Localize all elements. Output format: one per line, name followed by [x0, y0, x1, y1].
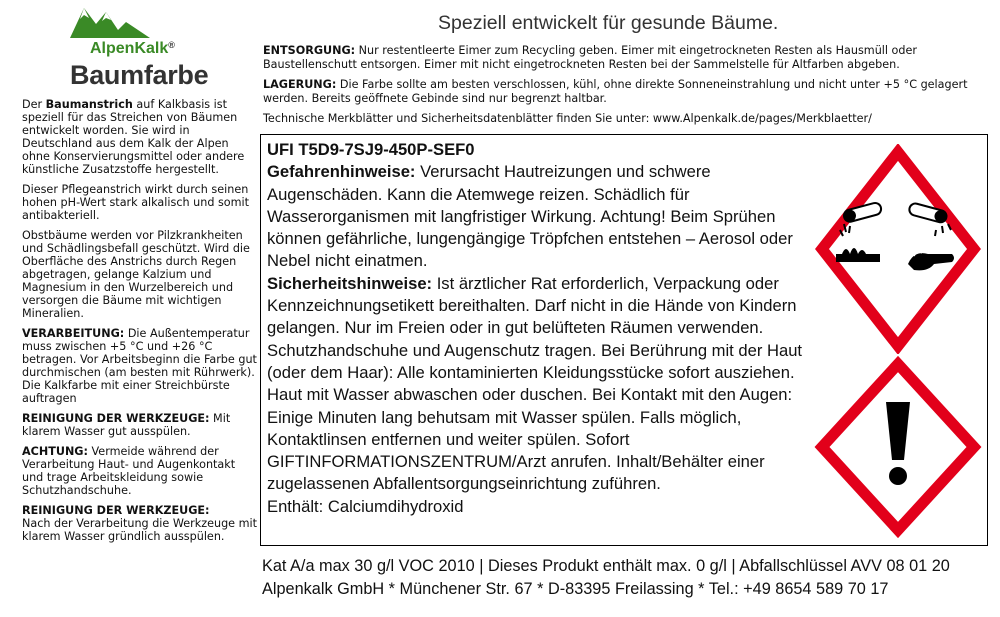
- left-column: [22, 98, 258, 550]
- hazard-warning-box: [260, 134, 988, 546]
- intro-paragraph: Der Baumanstrich auf Kalkbasis ist speziell für das Streichen von Bäumen entwickelt worden. Sie wird in Deutschland aus dem Kalk der Alpen ohne Konservierungsmittel oder andere künstliche Zusatzstoffe hergestellt.: [22, 98, 245, 176]
- disposal-section: ENTSORGUNG: Nur restentleerte Eimer zum Recycling geben. Eimer mit eingetrockneten Resten als Hausmüll oder Baustellenschutt entsorgen. Eimer mit nicht eingetrockneten Resten bei der Sammelstelle für Altfarben abgeben.: [263, 44, 917, 71]
- cleaning-section-2: REINIGUNG DER WERKZEUGE: Nach der Verarbeitung die Werkzeuge mit klarem Wasser gründlich ausspülen.: [22, 504, 257, 543]
- exclamation-pictogram-icon: [814, 356, 982, 538]
- fruit-trees-paragraph: Obstbäume werden vor Pilzkrankheiten und Schädlingsbefall geschützt. Wird die Oberfläche des Anstrichs durch Regen abgetragen, gelange Kalzium und Magnesium in den Wurzelbereich und versorgen die Bäume mit wichtigen Mineralien.: [22, 229, 250, 320]
- storage-section: LAGERUNG: Die Farbe sollte am besten verschlossen, kühl, ohne direkte Sonneneinstrahlung und nicht unter +5 °C gelagert werden. Bereits geöffnete Gebinde sind nur begrenzt haltbar.: [263, 78, 968, 105]
- footer-info: [262, 555, 950, 601]
- ufi-code: UFI T5D9-7SJ9-450P-SEF0: [267, 140, 475, 159]
- hazard-statements: Gefahrenhinweise: Verursacht Hautreizungen und schwere Augenschäden. Kann die Atemwege reizen. Schädlich für Wasserorganismen mit langfristiger Wirkung. Achtung! Beim Sprühen können gefährliche, lungengängige Tröpfchen entstehen – Aerosol oder Nebel nicht einatmen.: [267, 162, 793, 271]
- contains-line: Enthält: Calciumdihydroxid: [267, 496, 464, 516]
- product-name: Baumfarbe: [70, 60, 209, 90]
- brand-name: AlpenKalk®: [90, 40, 175, 57]
- slogan: Speziell entwickelt für gesunde Bäume.: [438, 12, 779, 34]
- brand-logo: [70, 6, 220, 96]
- precautionary-statements: Sicherheitshinweise: Ist ärztlicher Rat erforderlich, Verpackung oder Kennzeichnungsetikett bereithalten. Darf nicht in die Hände von Kindern gelangen. Nur im Freien oder in gut belüfteten Räumen verwenden. Schutzhandschuhe und Augenschutz tragen. Bei Berührung mit der Haut (oder dem Haar): Alle kontaminierten Kleidungsstücke sofort ausziehen. Haut mit Wasser abwaschen oder duschen. Bei Kontakt mit den Augen: Einige Minuten lang behutsam mit Wasser spülen. Falls möglich, Kontaktlinsen entfernen und weiter spülen. Sofort GIFTINFORMATIONSZENTRUM/Arzt anrufen. Inhalt/Behälter einer zugelassenen Abfallentsorgungseinrichtung zuführen.: [267, 273, 803, 494]
- corrosion-pictogram-icon: [814, 144, 982, 354]
- alkaline-paragraph: Dieser Pflegeanstrich wirkt durch seinen hohen pH-Wert stark alkalisch und somit antibakteriell.: [22, 183, 250, 222]
- caution-section: ACHTUNG: Vermeide während der Verarbeitung Haut- und Augenkontakt und trage Arbeitskleidung sowie Schutzhandschuhe.: [22, 445, 236, 497]
- processing-section: VERARBEITUNG: Die Außentemperatur muss zwischen +5 °C und +26 °C betragen. Vor Arbeitsbeginn die Farbe gut durchmischen (am besten mit Rührwerk). Die Kalkfarbe mit einer Streichbürste auftragen: [22, 327, 257, 405]
- company-address-line: Alpenkalk GmbH * Münchener Str. 67 * D-83395 Freilassing * Tel.: +49 8654 589 70 17: [262, 580, 889, 598]
- datasheet-link-text: Technische Merkblätter und Sicherheitsdatenblätter finden Sie unter: www.Alpenkalk.de/pages/Merkblaetter/: [263, 112, 872, 125]
- hazard-text: [267, 139, 815, 518]
- mountain-logo-icon: [70, 6, 150, 38]
- right-top-info: [263, 44, 991, 132]
- voc-line: Kat A/a max 30 g/l VOC 2010 | Dieses Produkt enthält max. 0 g/l | Abfallschlüssel AVV 08 01 20: [262, 557, 950, 575]
- cleaning-section-1: REINIGUNG DER WERKZEUGE: Mit klarem Wasser gut ausspülen.: [22, 412, 231, 438]
